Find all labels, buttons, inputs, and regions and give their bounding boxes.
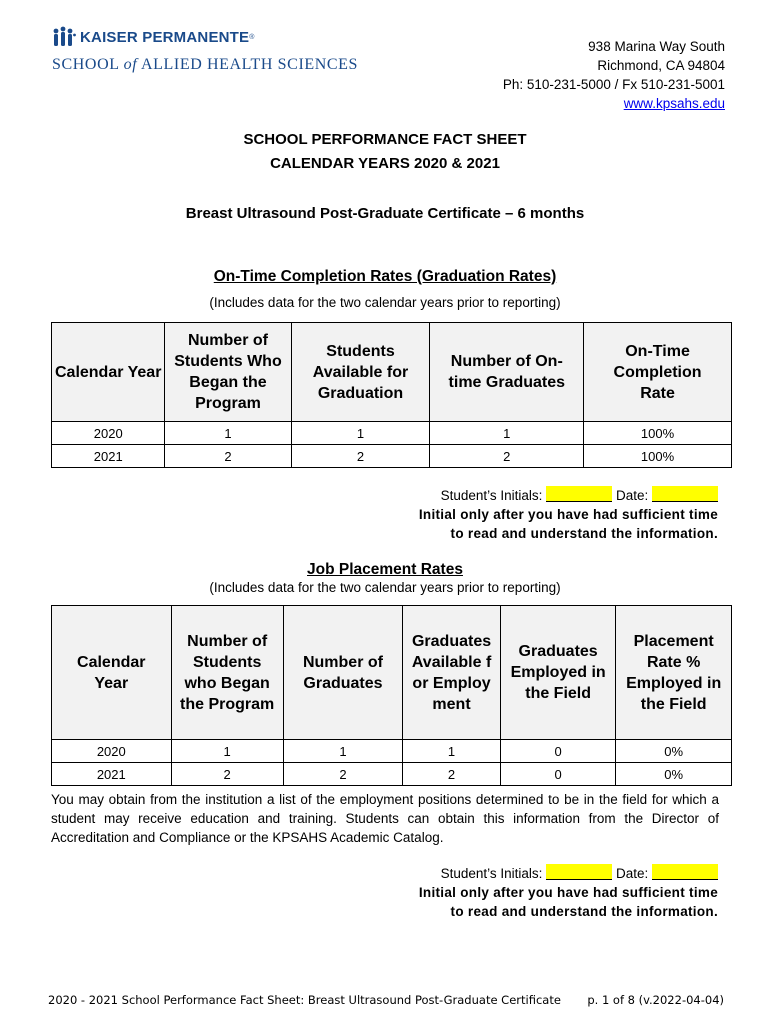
table-row [52, 763, 732, 786]
completion-header: Calendar Year [52, 323, 165, 422]
placement-header: Calendar Year [52, 606, 172, 740]
completion-header: Number of On-time Graduates [430, 323, 584, 422]
table-cell: 2 [165, 445, 291, 468]
table-cell: 1 [430, 422, 584, 445]
website-link[interactable]: www.kpsahs.edu [623, 96, 725, 111]
initials-field[interactable] [546, 486, 612, 502]
table-cell: 1 [283, 740, 402, 763]
completion-header: Students Available for Graduation [291, 323, 430, 422]
placement-header: Number of Graduates [283, 606, 402, 740]
date-field[interactable] [652, 864, 718, 880]
table-cell: 2020 [52, 422, 165, 445]
table-cell: 2 [430, 445, 584, 468]
program-title: Breast Ultrasound Post-Graduate Certificate – 6 months [185, 205, 585, 222]
initials-instruction: Initial only after you have had sufficient time [418, 507, 718, 522]
footer-page-number: p. 1 of 8 (v.2022-04-04) [587, 993, 724, 1007]
table-cell: 1 [403, 740, 501, 763]
table-cell: 2021 [52, 763, 172, 786]
table-cell: 100% [584, 422, 732, 445]
initials-label: Student’s Initials: [440, 866, 543, 881]
placement-header: Placement Rate % Employed in the Field [616, 606, 732, 740]
table-cell: 100% [584, 445, 732, 468]
table-cell: 2 [171, 763, 283, 786]
employment-info-paragraph: You may obtain from the institution a list of the employment positions determined to be in the field for which a student may receive education and training. Students can obtain this information from the Director of Accreditation and Compliance or the KPSAHS Academic Catalog. [51, 792, 719, 845]
table-cell: 1 [165, 422, 291, 445]
initials-label: Student’s Initials: [440, 488, 543, 503]
completion-heading: On-Time Completion Rates (Graduation Rates) [213, 268, 557, 285]
completion-header: Number of Students Who Began the Program [165, 323, 291, 422]
date-label: Date: [615, 866, 649, 881]
placement-table [51, 605, 732, 786]
table-cell: 2021 [52, 445, 165, 468]
table-cell: 1 [171, 740, 283, 763]
footer-document-title: 2020 - 2021 School Performance Fact Sheet: Breast Ultrasound Post-Graduate Certificate [48, 993, 561, 1007]
initials-instruction: to read and understand the information. [450, 526, 718, 541]
table-cell: 2 [291, 445, 430, 468]
school-logo [52, 26, 359, 74]
fact-sheet-title: SCHOOL PERFORMANCE FACT SHEET [243, 131, 527, 148]
initials-instruction: to read and understand the information. [450, 904, 718, 919]
registered-mark: ® [249, 33, 255, 41]
date-field[interactable] [652, 486, 718, 502]
completion-header: On-Time Completion Rate [584, 323, 732, 422]
table-cell: 2020 [52, 740, 172, 763]
initials-block [419, 486, 718, 543]
initials-instruction: Initial only after you have had sufficient time [418, 885, 718, 900]
table-cell: 2 [283, 763, 402, 786]
calendar-years-title: CALENDAR YEARS 2020 & 2021 [270, 155, 500, 172]
table-row [52, 445, 732, 468]
initials-field[interactable] [546, 864, 612, 880]
completion-note: (Includes data for the two calendar years prior to reporting) [209, 295, 561, 310]
date-label: Date: [615, 488, 649, 503]
people-logo-icon [52, 26, 76, 48]
table-cell: 0% [616, 763, 732, 786]
completion-table [51, 322, 732, 468]
placement-header: Number of Students who Began the Program [171, 606, 283, 740]
address-block [503, 37, 725, 113]
table-cell: 2 [403, 763, 501, 786]
address-street: 938 Marina Way South [588, 39, 725, 54]
table-cell: 1 [291, 422, 430, 445]
placement-header: Graduates Available for Employment [403, 606, 501, 740]
table-cell: 0% [616, 740, 732, 763]
placement-header: Graduates Employed in the Field [500, 606, 615, 740]
initials-block [419, 864, 718, 921]
placement-note: (Includes data for the two calendar years prior to reporting) [209, 580, 561, 595]
phone-fax: Ph: 510-231-5000 / Fx 510-231-5001 [502, 77, 725, 92]
table-row [52, 740, 732, 763]
table-cell: 0 [500, 740, 615, 763]
org-name: KAISER PERMANENTE [80, 28, 250, 46]
placement-heading: Job Placement Rates [307, 561, 463, 578]
table-row [52, 422, 732, 445]
address-city: Richmond, CA 94804 [597, 58, 725, 73]
school-name: SCHOOL of ALLIED HEALTH SCIENCES [52, 56, 359, 73]
table-cell: 0 [500, 763, 615, 786]
